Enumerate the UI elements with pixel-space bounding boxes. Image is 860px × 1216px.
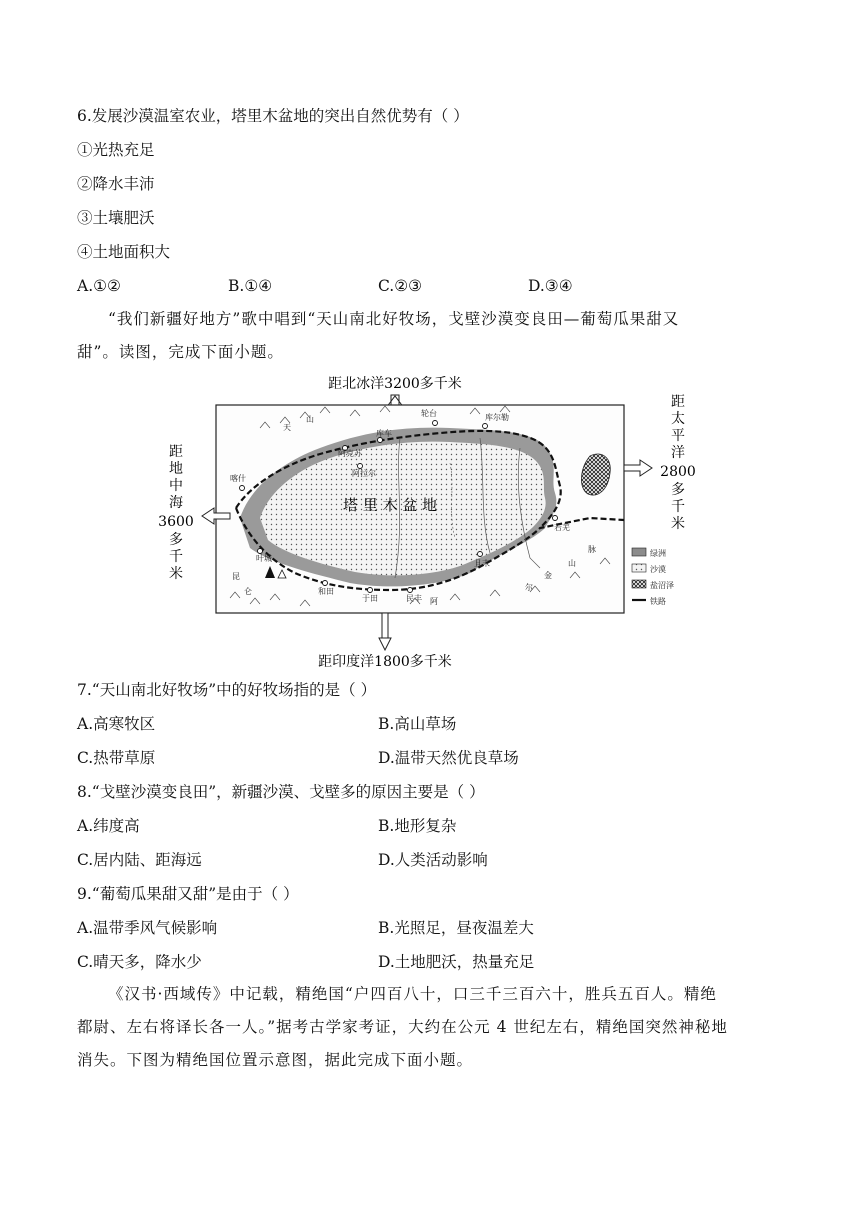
arrow-south-shaft bbox=[382, 613, 388, 639]
place-yutian: 于田 bbox=[362, 594, 378, 603]
intro2-paragraph bbox=[77, 978, 783, 1077]
q9-option-c: C.晴天多，降水少 bbox=[77, 953, 202, 971]
legend-swatch-oasis bbox=[632, 548, 646, 556]
svg-text:距: 距 bbox=[671, 394, 685, 410]
q8-option-a: A.纬度高 bbox=[77, 817, 140, 835]
mountain-mai: 脉 bbox=[588, 545, 596, 554]
svg-text:米: 米 bbox=[169, 566, 183, 582]
mountain-er: 尔 bbox=[525, 583, 533, 592]
place-yecheng: 叶城 bbox=[256, 554, 272, 563]
svg-text:2800: 2800 bbox=[660, 464, 696, 480]
intro2-line2: 都尉、左右将译长各一人。”据考古学家考证，大约在公元 4 世纪左右，精绝国突然神秘地 bbox=[77, 1018, 728, 1036]
legend-swatch-desert bbox=[632, 564, 646, 572]
arrow-east bbox=[624, 460, 652, 476]
tarim-basin-map bbox=[150, 368, 696, 670]
mountain-tian: 天 bbox=[283, 423, 291, 432]
q6-item-3: ③土壤肥沃 bbox=[77, 209, 155, 227]
q8-option-d: D.人类活动影响 bbox=[378, 851, 488, 869]
q6-item-1: ①光热充足 bbox=[77, 141, 155, 159]
svg-text:距: 距 bbox=[169, 444, 183, 460]
q6-option-a: A.①② bbox=[77, 277, 121, 295]
svg-text:洋: 洋 bbox=[671, 445, 685, 461]
q7-stem: 7.“天山南北好牧场”中的好牧场指的是（ ） bbox=[77, 681, 377, 699]
place-luntai: 轮台 bbox=[421, 409, 437, 418]
svg-text:千: 千 bbox=[671, 499, 685, 515]
svg-text:多: 多 bbox=[169, 532, 183, 548]
q6-stem: 6.发展沙漠温室农业，塔里木盆地的突出自然优势有（ ） bbox=[77, 107, 469, 125]
arrow-south-label: 距印度洋1800多千米 bbox=[318, 654, 452, 670]
mountain-kun: 昆 bbox=[232, 572, 240, 581]
q6-option-b: B.①④ bbox=[228, 277, 273, 295]
legend-swatch-salt-marsh bbox=[632, 580, 646, 588]
arrow-east-label bbox=[660, 394, 696, 532]
place-hotan: 和田 bbox=[318, 587, 334, 596]
svg-text:米: 米 bbox=[671, 516, 685, 532]
q6-option-c: C.②③ bbox=[378, 277, 423, 295]
basin-label: 塔 里 木 盆 地 bbox=[342, 496, 438, 514]
q9-option-d: D.土地肥沃，热量充足 bbox=[378, 953, 535, 971]
intro2-line3: 消失。下图为精绝国位置示意图，据此完成下面小题。 bbox=[77, 1051, 474, 1069]
q6-item-4: ④土地面积大 bbox=[77, 243, 171, 261]
q9-option-b: B.光照足，昼夜温差大 bbox=[378, 919, 534, 937]
svg-text:3600: 3600 bbox=[158, 514, 194, 530]
q7-option-a: A.高寒牧区 bbox=[77, 715, 156, 733]
svg-text:中: 中 bbox=[169, 478, 183, 494]
arrow-north-label: 距北冰洋3200多千米 bbox=[328, 376, 462, 392]
intro2-line1: 《汉书·西域传》中记载，精绝国“户四百八十，口三千三百六十，胜兵五百人。精绝 bbox=[108, 985, 717, 1003]
arrow-south-head bbox=[379, 638, 391, 650]
mountain-shan2: 山 bbox=[568, 559, 576, 568]
place-ruoqiang: 若羌 bbox=[554, 523, 570, 532]
legend-desert: 沙漠 bbox=[650, 565, 666, 574]
svg-text:太: 太 bbox=[671, 411, 685, 427]
q7-option-c: C.热带草原 bbox=[77, 749, 156, 767]
legend-salt-marsh: 盐沼泽 bbox=[650, 581, 674, 590]
place-alar: 阿拉尔 bbox=[352, 469, 376, 478]
q9-option-a: A.温带季风气候影响 bbox=[77, 919, 218, 937]
place-korla: 库尔勒 bbox=[485, 413, 509, 422]
q8-option-b: B.地形复杂 bbox=[378, 817, 457, 835]
mountain-lun: 仑 bbox=[244, 587, 252, 596]
intro1-line1: “我们新疆好地方”歌中唱到“天山南北好牧场，戈壁沙漠变良田—葡萄瓜果甜又 bbox=[108, 310, 680, 328]
q7-option-b: B.高山草场 bbox=[378, 715, 457, 733]
svg-text:多: 多 bbox=[671, 482, 685, 498]
q6-option-d: D.③④ bbox=[528, 277, 573, 295]
intro1-line2: 甜”。读图，完成下面小题。 bbox=[77, 343, 284, 361]
svg-text:千: 千 bbox=[169, 549, 183, 565]
q6-item-2: ②降水丰沛 bbox=[77, 175, 155, 193]
place-qiemo: 且末 bbox=[474, 559, 490, 568]
q9-stem: 9.“葡萄瓜果甜又甜”是由于（ ） bbox=[77, 885, 299, 903]
q8-stem: 8.“戈壁沙漠变良田”，新疆沙漠、戈壁多的原因主要是（ ） bbox=[77, 783, 485, 801]
place-aksu: 阿克苏 bbox=[338, 449, 362, 458]
mountain-a: 阿 bbox=[430, 597, 438, 606]
q7-option-d: D.温带天然优良草场 bbox=[378, 749, 519, 767]
legend-railway: 铁路 bbox=[650, 597, 666, 606]
map-legend bbox=[632, 548, 674, 606]
mountain-shan: 山 bbox=[306, 415, 314, 424]
place-kuche: 库车 bbox=[376, 429, 392, 438]
svg-text:地: 地 bbox=[169, 461, 183, 477]
q8-option-c: C.居内陆、距海远 bbox=[77, 851, 202, 869]
svg-text:平: 平 bbox=[671, 428, 685, 444]
intro1-paragraph bbox=[77, 303, 783, 369]
place-minfeng: 民丰 bbox=[406, 594, 422, 603]
arrow-west-label bbox=[158, 444, 194, 582]
svg-text:海: 海 bbox=[169, 495, 183, 511]
mountain-jin: 金 bbox=[544, 571, 552, 580]
place-kashi: 喀什 bbox=[230, 474, 246, 483]
legend-oasis: 绿洲 bbox=[650, 549, 666, 558]
